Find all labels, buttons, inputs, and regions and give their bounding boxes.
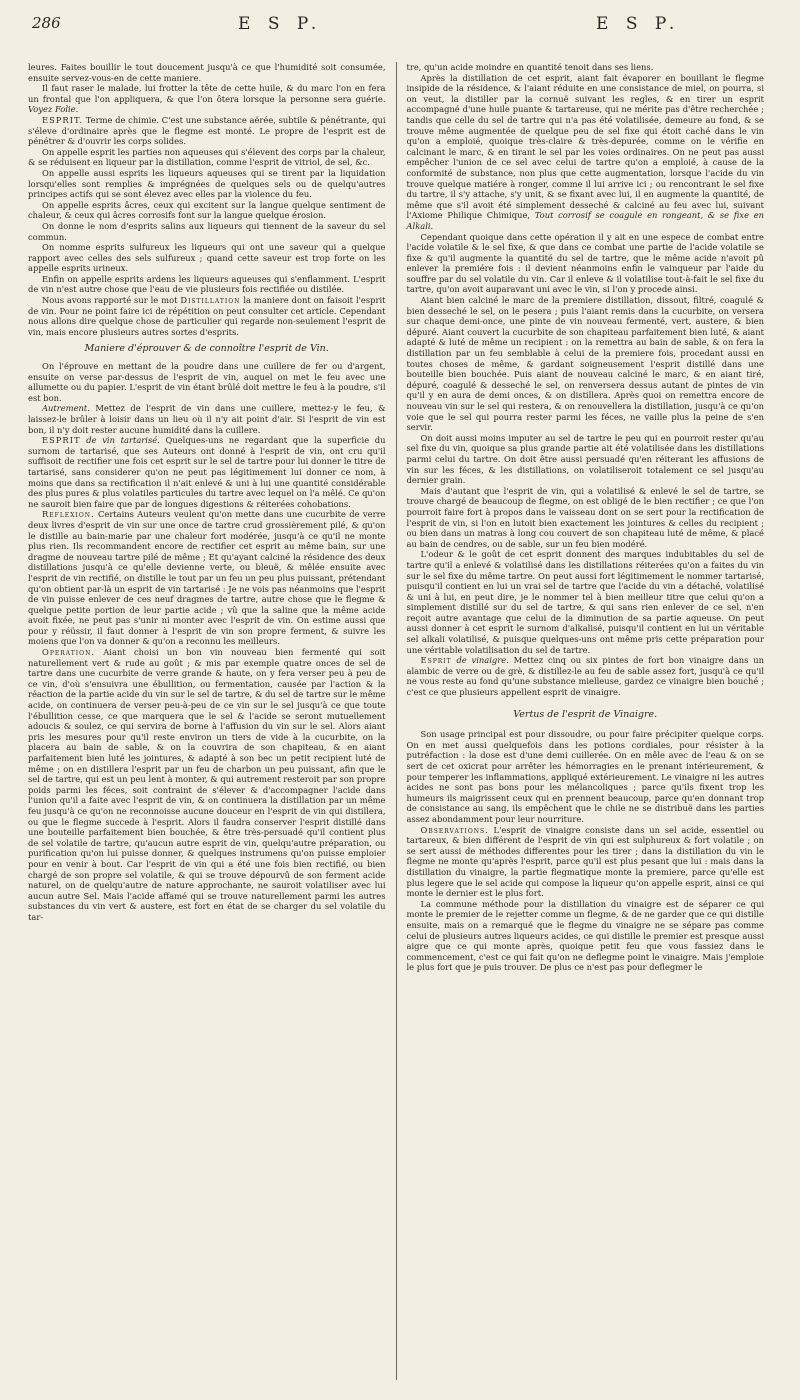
paragraph: On doit aussi moins imputer au sel de tartre le peu qui en pourroit rester qu'au sel fixe du vin, quoique sa plus grande partie ait été volatilisée dans les distillations parmi celui du tartre. On doit être aussi persuadé qu'en réiterant les affusions de vin sur les féces, & les distillations, on volatiliseroit totalement ce sel jusqu'au dernier grain. xyxy=(406,432,764,486)
paragraph: Aiant bien calciné le marc de la premiere distillation, dissout, filtré, coagulé & bien desseché le sel, on le pesera ; puis l'aiant remis dans la cucurbite, on versera sur chaque demi-once, une pinte de vin nouveau fermenté, vert, austere, & bien dépuré. Aiant couvert la cucurbite de son chapiteau parfaitement bien luté, & aiant adapté & luté de même un recipient : on la remettra au bain de sable, & on fera la distillation par un feu semblable à celui de la premiere fois, procedant aussi en toutes choses de même, & gardant soigneusement l'esprit distillé dans une bouteille bien bouchée. Puis aiant de nouveau calciné le marc, & en aiant tiré, dépuré, coagulé & desseché le sel, on renversera dessus autant de pintes de vin qu'il y en aura de demi onces, & on distillera. Après quoi on remettra encore de nouveau vin sur le sel qui restera, & on renouvellera la distillation, jusqu'à ce qu'on voie que le sel qui pourra rester parmi les féces, ne vaille plus la peine de s'en servir. xyxy=(406,295,764,433)
cross-reference: Voyez Folie. xyxy=(28,104,79,115)
paragraph: Observations. L'esprit de vinaigre consiste dans un sel acide, essentiel ou tartareux, & bien différent de l'esprit de vin qui est sulphureux & fort volatile ; on se sert aussi de méthodes differentes pour les tirer ; dans la distillation du vin le flegme ne monte qu'après l'esprit, parce qu'il est plus pesant que lui : mais dans la distillation du vinaigre, la partie flegmatique monte la premiere, parce qu'elle est plus legere que le sel acide qui compose la liqueur qu'on appelle esprit, ainsi ce qui monte le dernier est le plus fort. xyxy=(406,824,764,899)
page-number: 286 xyxy=(32,14,61,32)
right-column xyxy=(397,62,765,1380)
paragraph: On appelle esprits âcres, ceux qui excitent sur la langue quelque sentiment de chaleur, & ceux qui âcres corrosifs font sur la langue quelque érosion. xyxy=(28,199,386,221)
paragraph: leures. Faites bouillir le tout doucement jusqu'à ce que l'humidité soit consumée, ensuite servez-vous-en de cette maniere. xyxy=(28,62,386,83)
entry-term: ESPRIT. xyxy=(42,114,83,125)
paragraph: On appelle esprit les parties non aqueuses qui s'élevent des corps par la chaleur, & se réduisent en liqueur par la distillation, comme l'esprit de vitriol, de sel, &c. xyxy=(28,146,386,168)
paragraph: Nous avons rapporté sur le mot Distillation la maniere dont on faisoit l'esprit de vin. Pour ne point faire ici de répétition on peut consulter cet article. Cependant nous allons dire quelque chose de particulier qui regarde non-seulement l'esprit de vin, mais encore plusieurs autres sortes d'esprits. xyxy=(28,295,386,337)
text-columns xyxy=(28,62,764,1380)
page-header xyxy=(28,14,764,48)
paragraph: Il faut raser le malade, lui frotter la tête de cette huile, & du marc l'on en fera un frontal que l'on appliquera, & que l'on ôtera lorsque la personne sera guérie. Voyez Folie. xyxy=(28,83,386,115)
paragraph: Autrement. Mettez de l'esprit de vin dans une cuillere, mettez-y le feu, & laissez-le brûler à loisir dans un lieu où il n'y ait point d'air. Si l'esprit de vin est bon, il n'y doit rester aucune humidité dans la cuillere. xyxy=(28,403,386,435)
entry-term: Esprit xyxy=(420,655,452,666)
left-column xyxy=(28,62,396,1380)
paragraph: Reflexion. Certains Auteurs veulent qu'on mette dans une cucurbite de verre deux livres d'esprit de vin sur une once de tartre crud grossièrement pilé, & qu'on le distille au bain-marie par une chaleur fort modérée, jusqu'à ce qu'il ne monte plus rien. Ils recommandent encore de rectifier cet esprit au même bain, sur une dragme de nouveau tartre pilé de même ; Et qu'ayant calciné la résidence des deux distillations jusqu'à ce qu'elle devienne verte, ou bleuë, & mêlée ensuite avec l'esprit de vin rectifié, on distille le tout par un feu un peu plus puissant, prétendant qu'on obtient par-là un esprit de vin tartarisé : Je ne vois pas néanmoins que l'esprit de vin puisse enlever de ces neuf dragmes de tartre, autre chose que le flegme & quelque petite portion de leur partie acide ; vû que la saline que la même acide avoit fixée, ne peut pas s'unir ni monter avec l'esprit de vin. On estime aussi que pour y réüssir, il faut donner à l'esprit de vin son propre ferment, & suivre les moiens que l'on va donner & qu'on a reconnu les meilleurs. xyxy=(28,509,386,647)
section-heading: Maniere d'éprouver & de connoître l'esprit de Vin. xyxy=(84,343,329,355)
paragraph: L'odeur & le goût de cet esprit donnent des marques indubitables du sel de tartre qu'il a enlevé & volatilisé dans les distillations réiterées qu'on a faites du vin sur le sel fixe du même tartre. On peut aussi fort légitimement le nommer tartarisé, puisqu'il contient en lui un vrai sel de tartre que l'acide du vin a détaché, volatilisé & uni à lui, en peut dire, je le nommer tel à bien meilleur titre que celui qu'on a simplement distillé sur du sel de tartre, & qui sans rien enlever de ce sel, n'en reçoit autre avantage que celui de la diminution de sa partie aqueuse. On peut aussi donner à cet esprit le surnom d'alkalisé, puisqu'il contient en lui un véritable sel alkali volatilisé, & puisque quelques-uns ont même pris cette préparation pour une véritable volatilisation du sel de tartre. xyxy=(406,549,764,655)
paragraph: On nomme esprits sulfureux les liqueurs qui ont une saveur qui a quelque rapport avec celles des sels sulfureux ; quand cette saveur est trop forte on les appelle esprits urineux. xyxy=(28,242,386,274)
entry-term: Reflexion. xyxy=(42,509,95,520)
paragraph: On l'éprouve en mettant de la poudre dans une cuillere de fer ou d'argent, ensuite on verse par-dessus de l'esprit de vin, auquel on met le feu avec une allumette ou du papier. L'esprit de vin étant brûlé doit mettre le feu à la poudre, s'il est bon. xyxy=(28,361,386,403)
entry-term: Distillation xyxy=(180,295,241,306)
paragraph: On appelle aussi esprits les liqueurs aqueuses qui se tirent par la liquidation lorsqu'elles sont remplies & imprégnées de quelques sels ou de quelqu'autres principes actifs qui se sont élevez avec elles par la violence du feu. xyxy=(28,167,386,200)
paragraph: Son usage principal est pour dissoudre, ou pour faire précipiter quelque corps. On en met aussi quelquefois dans les potions cordiales, pour résister à la putréfaction : la dose est d'une demi cuillerée. On en mêle avec de l'eau & on se sert de cet oxicrat pour arrêter les hémorragies en le prenant intérieurement, & pour temperer les inflammations, appliqué extérieurement. Le vinaigre ni les autres acides ne sont pas bons pour les mélancoliques ; parce qu'ils fixent trop les humeurs ils maigrissent ceux qui en prennent beaucoup, parce qu'en donnant trop de consistance au sang, ils empêchent que le chile ne se distribuë dans les parties assez abondamment pour leur nourriture. xyxy=(406,729,764,824)
entry-term: Autrement. xyxy=(42,403,90,414)
entry-term: Observations. xyxy=(420,824,489,835)
paragraph: La commune méthode pour la distillation du vinaigre est de séparer ce qui monte le premier de le rejetter comme un flegme, & de ne garder que ce qui distille ensuite, mais on a remarqué que le flegme du vinaigre ne se sépare pas comme celui de plusieurs autres liqueurs acides, ce qui distille le premier est presque aussi aigre que ce qui monte après, quoique petit feu que vous fassiez dans le commencement, c'est ce qui fait qu'on ne deflegme point le vinaigre. Mais j'emploie le plus fort que je puis trouver. De plus ce n'est pas pour deflegmer le xyxy=(406,898,764,973)
paragraph: ESPRIT. Terme de chimie. C'est une substance aërée, subtile & pénétrante, qui s'éleve d'ordinaire après que le flegme est monté. Le propre de l'esprit est de pénétrer & d'ouvrir les corps solides. xyxy=(28,114,386,147)
entry-term: ESPRIT xyxy=(42,435,81,446)
paragraph: On donne le nom d'esprits salins aux liqueurs qui tiennent de la saveur du sel commun. xyxy=(28,220,386,242)
running-head-left: E S P. xyxy=(238,14,323,34)
paragraph: Mais d'autant que l'esprit de vin, qui a volatilisé & enlevé le sel de tartre, se trouve chargé de beaucoup de flegme, on est obligé de le bien rectifier ; ce que l'on pourroit faire fort à propos dans le vaisseau dont on se sert pour la rectification de l'esprit de vin, si l'on en lutoit bien exactement les jointures & celles du recipient ; ou bien dans un matras à long cou couvert de son chapiteau luté de même, & placé au bain de cendres, ou de sable, sur un feu bien modéré. xyxy=(406,485,764,549)
section-heading: Vertus de l'esprit de Vinaigre. xyxy=(513,708,658,720)
running-head-right: E S P. xyxy=(596,14,681,34)
paragraph: Après la distillation de cet esprit, aiant fait évaporer en bouillant le flegme insipide de la résidence, & l'aiant réduite en une consistance de miel, on pourra, si on veut, la distiller par la cornuë suivant les regles, & en tirer un esprit accompagné d'une huile puante & tartareuse, qui ne mérite pas d'être recherchée ; tandis que celle du sel de tartre qui n'a pas été volatilisée, demeure au fond, & se trouve même augmentée de quelque peu de sel fixe qui étoit caché dans le vin qu'on a emploié, quoique très-claire & très-depurée, comme on le vérifie en calcinant le marc, & en tirant le sel par les voies ordinaires. On ne peut pas aussi empêcher l'union de ce sel avec celui de tartre qu'on a emploié, à cause de la conformité de substance, non plus que cette augmentation, lorsque l'acide du vin trouve quelque matiére à ronger, comme il lui arrive ici ; ou rencontrant le sel fixe du tartre, il s'y attache, s'y unit, & se fixant avec lui, il en augmente la quantité, de même que s'il avoit été simplement desseché & calciné au feu avec lui, suivant l'Axiome Philique Chimique, Tout corrosif se coagule en rongeant, & se fixe en Alkali. xyxy=(406,72,764,231)
entry-term: Operation. xyxy=(42,647,95,658)
paragraph: ESPRIT de vin tartarisé. Quelques-uns ne regardant que la superficie du surnom de tartarisé, que ses Auteurs ont donné à l'esprit de vin, ont cru qu'il suffisoit de rectifier une fois cet esprit sur le sel de tartre pour lui donner le titre de tartarisé, sans considerer qu'on ne peut pas légitimement lui donner ce nom, à moins que dans sa rectification il n'ait enlevé & uni à lui une quantité considérable des plus pures & plus volatiles particules du tartre avec lequel on l'a mêlé. Ce qu'on ne sauroit bien faire que par de longues digestions & réiterées cohobations. xyxy=(28,435,386,509)
paragraph: Esprit de vinaigre. Mettez cinq ou six pintes de fort bon vinaigre dans un alambic de verre ou de grè, & distillez-le au feu de sable assez fort, jusqu'à ce qu'il ne vous reste au fond qu'une substance mielleuse, gardez ce vinaigre bien bouché ; c'est ce que plusieurs appellent esprit de vinaigre. xyxy=(406,655,764,698)
paragraph: Enfin on appelle esprits ardens les liqueurs aqueuses qui s'enflamment. L'esprit de vin n'est autre chose que l'eau de vie plusieurs fois rectifiée ou distilée. xyxy=(28,273,386,295)
paragraph: tre, qu'un acide moindre en quantité tenoit dans ses liens. xyxy=(406,62,654,72)
paragraph: Operation. Aiant choisi un bon vin nouveau bien fermenté qui soit naturellement vert & rude au goût ; & mis par exemple quatre onces de sel de tartre dans une cucurbite de verre grande & haute, on y fera verser peu à peu de ce vin, d'où s'ensuivra une ébullition, ou fermentation, causée par l'action & la réaction de la partie acide du vin sur le sel de tartre, & du sel de tartre sur le même acide, on continuera de verser peu-à-peu de ce vin sur le sel jusqu'à ce que toute l'ébullition cesse, ce que marquera que le sel & l'acide se seront mutuellement adoucis & soulez, ce qui servira de borne à l'affusion du vin sur le sel. Alors aiant pris les mesures pour qu'il reste environ un tiers de vide à la cucurbite, on la placera au bain de sable, & on la couvrira de son chapiteau, & en aiant parfaitement bien luté les jointures, & adapté à son bec un petit recipient luté de même ; on en distillera l'esprit par un feu de charbon un peu puissant, afin que le sel de tartre, qui est un peu lent à monter, & qui autrement resteroit par son propre poids parmi les féces, soit contraint de s'élever & d'accompagner l'acide dans l'union qu'il a faite avec l'esprit de vin, & on continuera la distillation par un même feu jusqu'à ce qu'on ne reconnoisse aucune douceur en l'esprit de vin qui distillera, ou que le flegme succede à l'esprit. Alors il faudra conserver l'esprit distillé dans une bouteille parfaitement bien bouchée, & être très-persuadé qu'il contient plus de sel volatile de tartre, qu'aucun autre esprit de vin, quelqu'autre préparation, ou purification qu'on lui puisse donner, & quelques instrumens qu'on puisse emploier pour en venir à bout. Car l'esprit de vin qui a été une fois bien rectifié, ou bien chargé de son propre sel volatile, & qui se trouve dépourvû de son ferment acide naturel, on de quelqu'autre de nature approchante, ne sauroit volatiliser avec lui aucun autre Sel. Mais l'acide affamé qui se trouve naturellement parmi les autres substances du vin vert & austere, est fort en état de se charger du sel volatile du tar- xyxy=(28,647,386,922)
paragraph: Cependant quoique dans cette opération il y ait en une espece de combat entre l'acide volatile & le sel fixe, & que dans ce combat une partie de l'acide volatile se fixe & qu'il augmente la quantité du sel de tartre, que le même acide n'avoit pû enlever la premiére fois : il devient néanmoins enfin le vainqueur par l'aide du souffre par du sel volatile du vin. Car il enleve & il volatilise tout-à-fait le sel fixe du tartre, qu'on avoit auparavant uni avec le vin, si l'on y procede ainsi. xyxy=(406,231,764,295)
